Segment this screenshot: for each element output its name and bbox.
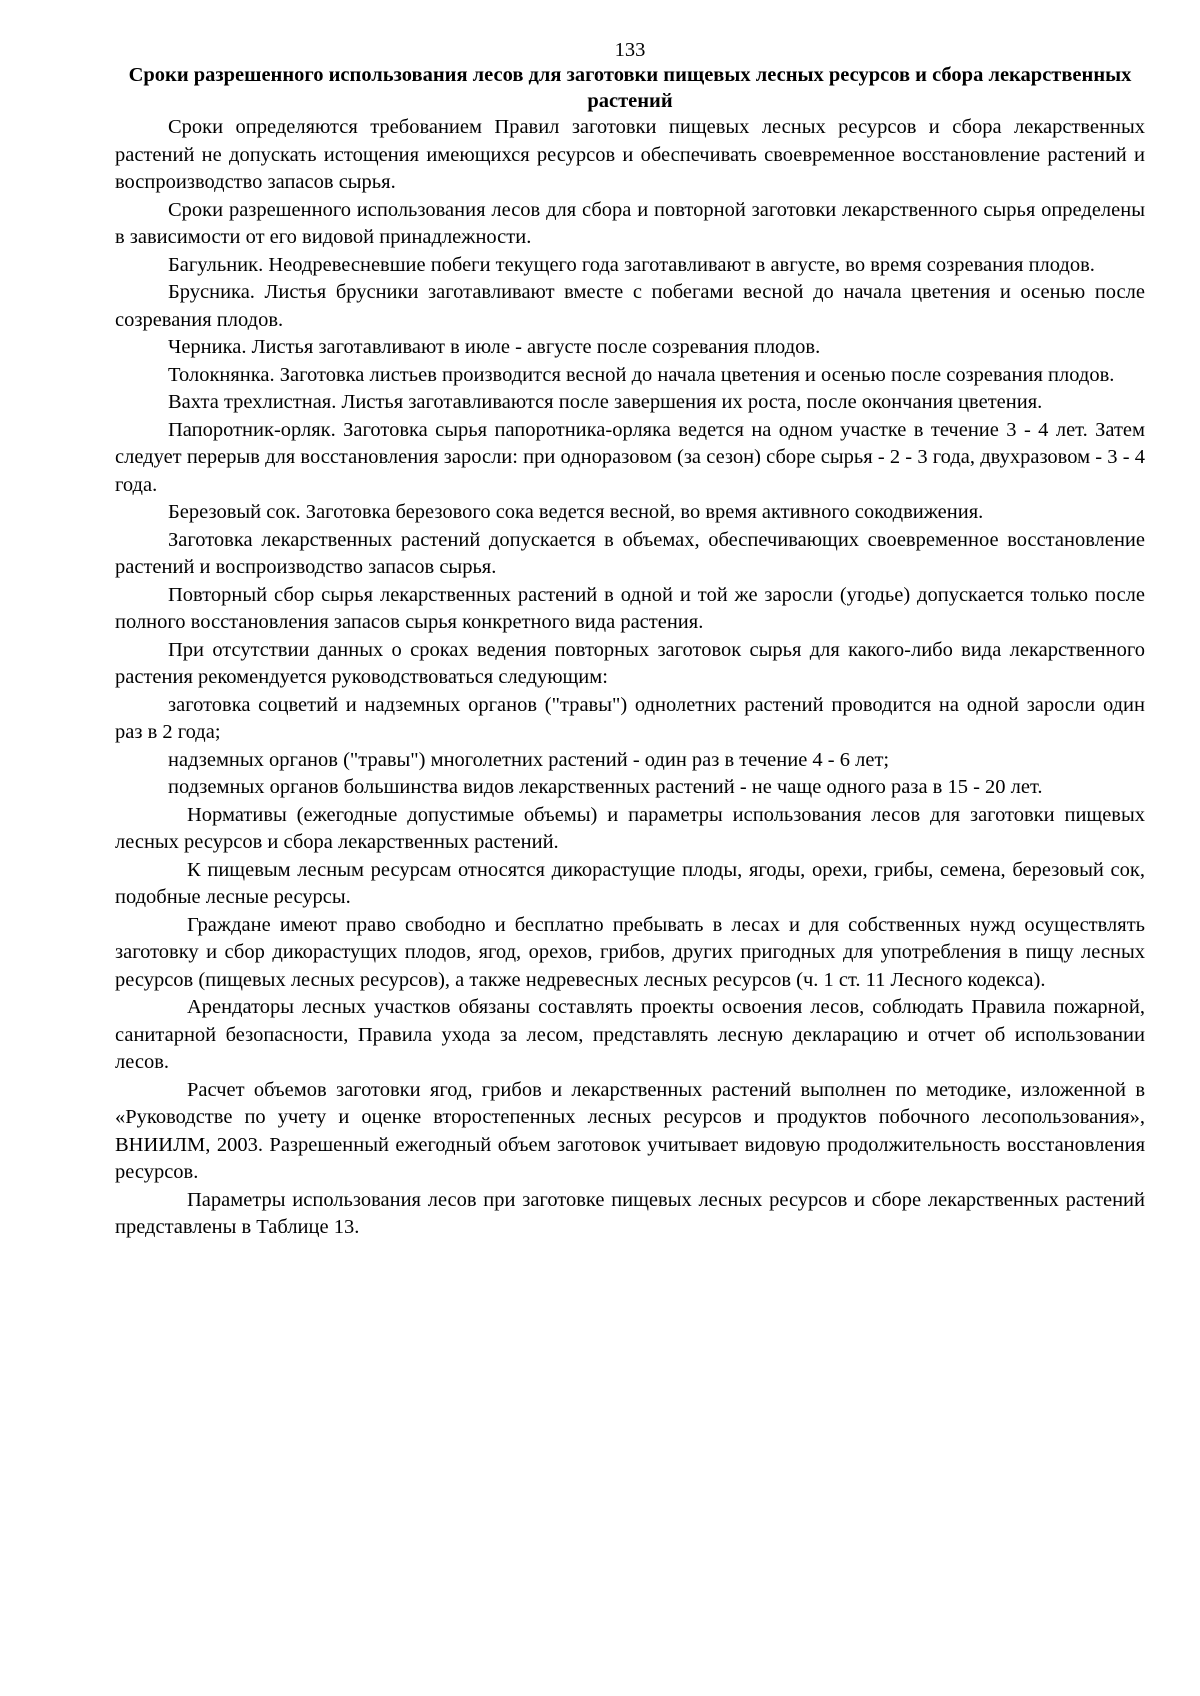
paragraph: К пищевым лесным ресурсам относятся дикорастущие плоды, ягоды, орехи, грибы, семена, березовый сок, подобные лесные ресурсы. (115, 858, 1145, 908)
paragraph: Нормативы (ежегодные допустимые объемы) и параметры использования лесов для заготовки пищевых лесных ресурсов и сбора лекарственных растений. (115, 803, 1145, 853)
list-paragraph: подземных органов большинства видов лекарственных растений - не чаще одного раза в 15 - 20 лет. (168, 776, 1043, 798)
paragraph: Повторный сбор сырья лекарственных растений в одной и той же заросли (угодье) допускается только после полного восстановления запасов сырья конкретного вида растения. (115, 583, 1145, 633)
paragraph: Параметры использования лесов при заготовке пищевых лесных ресурсов и сборе лекарственных растений представлены в Таблице 13. (115, 1188, 1145, 1238)
paragraph: Расчет объемов заготовки ягод, грибов и лекарственных растений выполнен по методике, изложенной в «Руководстве по учету и оценке второстепенных лесных ресурсов и продуктов побочного лесопользования», ВНИИЛМ, 2003. Разрешенный ежегодный объем заготовок учитывает видовую продолжительность восстановления ресурсов. (115, 1078, 1145, 1183)
paragraph: Сроки определяются требованием Правил заготовки пищевых лесных ресурсов и сбора лекарственных растений не допускать истощения имеющихся ресурсов и обеспечивать своевременное восстановление растений и воспроизводство запасов сырья. (115, 116, 1145, 193)
paragraph: При отсутствии данных о сроках ведения повторных заготовок сырья для какого-либо вида лекарственного растения рекомендуется руководствоваться следующим: (115, 638, 1145, 688)
paragraph: Березовый сок. Заготовка березового сока ведется весной, во время активного сокодвижения. (168, 501, 984, 523)
paragraph: Заготовка лекарственных растений допускается в объемах, обеспечивающих своевременное восстановление растений и воспроизводство запасов сырья. (115, 528, 1145, 578)
page-number: 133 (614, 39, 646, 61)
paragraph: Арендаторы лесных участков обязаны составлять проекты освоения лесов, соблюдать Правила пожарной, санитарной безопасности, Правила ухода за лесом, представлять лесную декларацию и отчет об использовании лесов. (115, 996, 1145, 1073)
list-paragraph: заготовка соцветий и надземных органов ("травы") однолетних растений проводится на одной заросли один раз в 2 года; (115, 693, 1145, 743)
document-page (115, 38, 1145, 1242)
paragraph: Граждане имеют право свободно и бесплатно пребывать в лесах и для собственных нужд осуществлять заготовку и сбор дикорастущих плодов, ягод, орехов, грибов, других пригодных для употребления в пищу лесных ресурсов (пищевых лесных ресурсов), а также недревесных лесных ресурсов (ч. 1 ст. 11 Лесного кодекса). (115, 913, 1145, 991)
paragraph: Вахта трехлистная. Листья заготавливаются после завершения их роста, после окончания цветения. (168, 391, 1043, 413)
section-title: Сроки разрешенного использования лесов для заготовки пищевых лесных ресурсов и сбора лекарственных растений (128, 64, 1132, 112)
paragraph: Толокнянка. Заготовка листьев производится весной до начала цветения и осенью после созревания плодов. (168, 363, 1115, 386)
paragraph: Брусника. Листья брусники заготавливают вместе с побегами весной до начала цветения и осенью после созревания плодов. (115, 281, 1145, 331)
paragraph: Папоротник-орляк. Заготовка сырья папоротника-орляка ведется на одном участке в течение 3 - 4 лет. Затем следует перерыв для восстановления заросли: при одноразовом (за сезон) сборе сырья - 2 - 3 года, двухразовом - 3 - 4 года. (115, 418, 1145, 496)
paragraph: Багульник. Неодревесневшие побеги текущего года заготавливают в августе, во время созревания плодов. (168, 253, 1095, 276)
paragraph: Черника. Листья заготавливают в июле - августе после созревания плодов. (168, 336, 821, 358)
paragraph: Сроки разрешенного использования лесов для сбора и повторной заготовки лекарственного сырья определены в зависимости от его видовой принадлежности. (115, 198, 1145, 248)
list-paragraph: надземных органов ("травы") многолетних растений - один раз в течение 4 - 6 лет; (168, 748, 890, 771)
